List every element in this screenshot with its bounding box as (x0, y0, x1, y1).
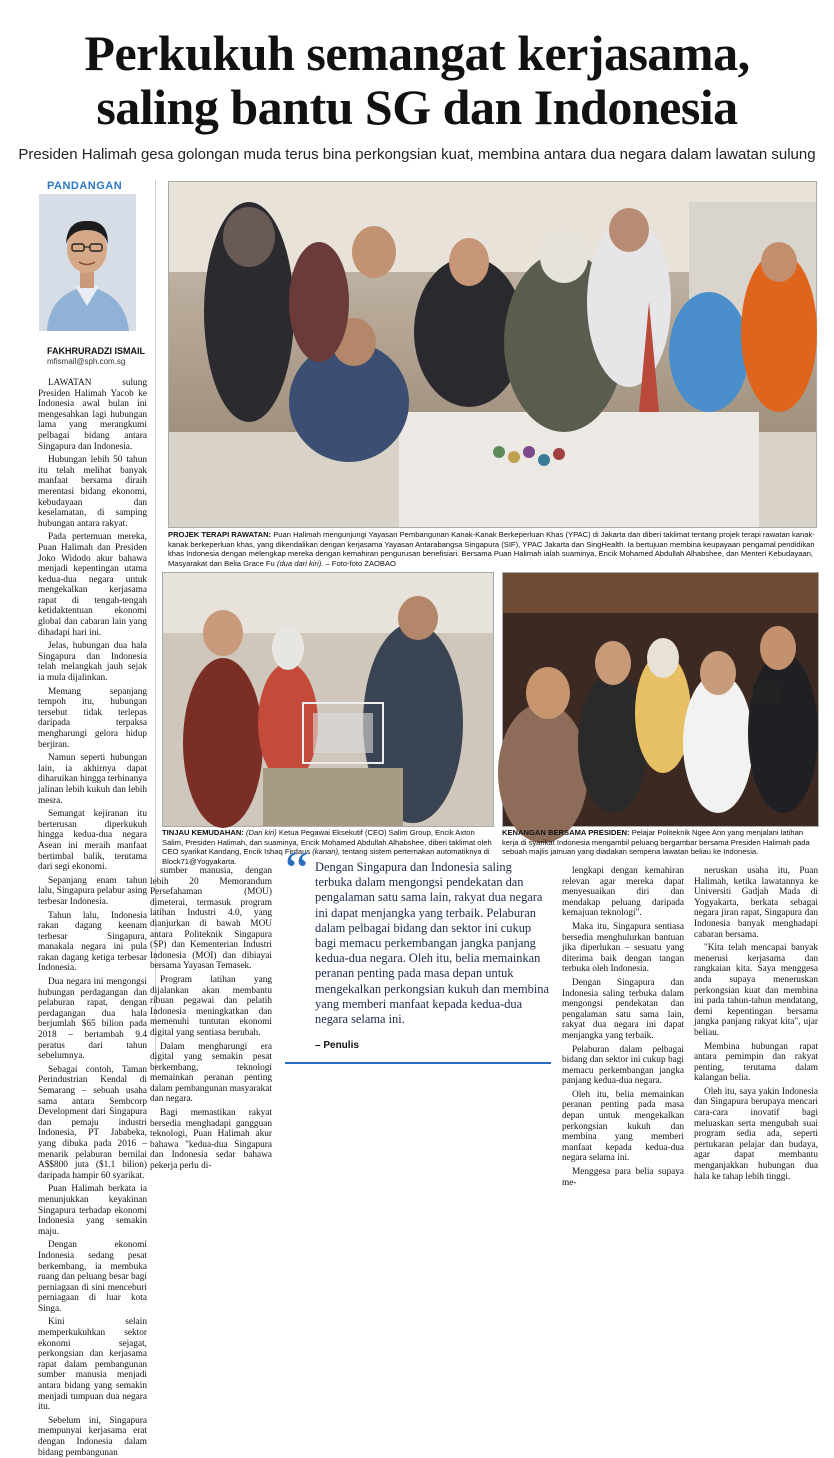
paragraph: Memang sepanjang tempoh itu, hubungan tersebut tidak terlepas daripada terpaksa mengharungi gelora hidup berjiran. (38, 686, 147, 750)
headline-line-1: Perkukuh semangat kerjasama, (84, 25, 750, 81)
paragraph: Oleh itu, saya yakin Indonesia dan Singapura berupaya mencari cara-cara inovatif bagi meluaskan serta mengubah suai program sedia ada, seperti pertukaran pelajar dan budaya, agar dapat membantu menganjakkan hubungan dua hala ke tahap lebih tinggi. (694, 1086, 818, 1182)
article-column-5 (694, 866, 818, 1182)
paragraph: neruskan usaha itu, Puan Halimah, ketika lawatannya ke Universiti Gadjah Mada di Yogyakarta, berkata sebagai negara jiran rapat, Singapura dan Indonesia banyak menghadapi cabaran bersama. (694, 866, 818, 940)
left-caption-label: TINJAU KEMUDAHAN: (162, 828, 244, 837)
column-label: PANDANGAN (47, 180, 123, 192)
author-photo (39, 194, 136, 331)
paragraph: Dengan ekonomi Indonesia sedang pesat berkembang, ia membuka ruang dan peluang besar bagi perniagaan di sini menceburi perniagaan di luar kota Singa. (38, 1240, 147, 1314)
paragraph: Pada pertemuan mereka, Puan Halimah dan Presiden Joko Widodo akur bahawa menjadi kepentingan utama kedua-dua negara untuk mengekalkan kerjasama rapat di tengah-tengah ketidaktentuan ekonomi global dan cabaran lain yang dihadapi hari ini. (38, 532, 147, 638)
main-photo (168, 181, 817, 528)
left-article-column (38, 378, 147, 1458)
paragraph: Jelas, hubungan dua hala Singapura dan Indonesia telah melangkah jauh sejak ia mula dijalinkan. (38, 641, 147, 684)
right-caption-label: KENANGAN BERSAMA PRESIDEN: (502, 828, 630, 837)
paragraph: Sebagai contoh, Taman Perindustrian Kendal di Semarang – sebuah usaha sama antara Sembcorp Development dari Singapura dan pemaju industri Indonesia, PT Jababeka, yang dibuka pada 2016 – menarik pelaburan bernilai A$$800 juta ($1.1 bilion) daripada hampir 60 syarikat. (38, 1064, 147, 1181)
paragraph: sumber manusia, dengan lebih 20 Memorandum Persefahaman (MOU) dimeterai, termasuk program latihan Industri 4.0, yang dianjurkan di bawah MOU antara Politeknik Singapura (SP) dan Kementerian Industri Indonesia (MOI) dan dibiayai bersama Yayasan Temasek. (150, 866, 272, 972)
paragraph: Puan Halimah berkata ia menunjukkan keyakinan Singapura terhadap ekonomi Indonesia yang semakin maju. (38, 1184, 147, 1237)
subheadline: Presiden Halimah gesa golongan muda terus bina perkongsian kuat, membina antara dua negara dalam lawatan sulung (18, 146, 816, 163)
left-caption-text-2: tentang sistem perternakan automatiknya di Block71@Yogyakarta. (162, 847, 490, 866)
paragraph: LAWATAN sulung Presiden Halimah Yacob ke Indonesia awal bulan ini mengesahkan lagi hubungan lama yang merangkumi pelbagai bidang antara Singapura dan Indonesia. (38, 378, 147, 452)
paragraph: Kini selain memperkukuhkan sektor ekonomi sejagat, perkongsian dan kerjasama rapat dalam pembangunan sumber manusia menjadi antara bidang yang semakin menjadi tumpuan dua negara itu. (38, 1317, 147, 1413)
quote-text: Dengan Singapura dan Indonesia saling terbuka dalam mengongsi pendekatan dan pengalaman satu sama lain, rakyat dua negara ini dapat menjangka yang terbaik. Pelaburan dalam pelbagai bidang dan sektor ini cukup bagi memacu perkembangan jangka panjang kedua-dua negara. Oleh itu, belia memainkan peranan penting pada masa depan untuk mengekalkan perkongsian kukuh dan membina yang memberi manfaat kepada kedua-dua negara selama ini. (315, 860, 549, 1027)
headline-line-2: saling bantu SG dan Indonesia (96, 79, 738, 135)
quote-author: – Penulis (315, 1040, 359, 1051)
paragraph: Dengan Singapura dan Indonesia saling terbuka dalam mengongsi pendekatan dan pengalaman satu sama lain, rakyat dua negara ini dapat menjangka yang terbaik. (562, 977, 684, 1041)
paragraph: Semangat kejiranan itu berterusan diperkukuh hingga kedua-dua negara Asean ini meraih manfaat bertimbal balik, terutama dari segi ekonomi. (38, 809, 147, 873)
paragraph: Membina hubungan rapat antara pemimpin dan rakyat penting, terutama dalam kalangan belia. (694, 1041, 818, 1084)
left-caption-text: Ketua Pegawai Eksekutif (CEO) Salim Group, Encik Axton Salim, Presiden Halimah, dan suaminya, Encik Mohamed Abdullah Alhabshee, diberi taklimat oleh CEO syarikat Kandang, Encik Ishaq Firdaus (162, 828, 492, 857)
quote-mark-icon: “ (285, 840, 309, 900)
left-caption-italic: (Dari kiri) (245, 828, 277, 837)
article-column-4 (562, 866, 684, 1188)
right-caption-text: Pelajar Politeknik Ngee Ann yang menjalani latihan kerja di syarikat Indonesia mengambil peluang bergambar bersama Presiden Halimah pada sebuah majlis jamuan yang diadakan sempena lawatan beliau ke Indonesia. (502, 828, 810, 857)
paragraph: "Kita telah mencapai banyak menerusi kerjasama dan rangkaian kita. Saya menggesa anda supaya meneruskan perkongsian kuat dan membina ini pada tahun-tahun mendatang, demi kepentingan bersama jangka panjang rakyat kita", ujar beliau. (694, 943, 818, 1038)
paragraph: Oleh itu, belia memainkan peranan penting pada masa depan untuk mengekalkan perkongsian kukuh dan membina yang memberi manfaat kepada kedua-dua negara selama ini. (562, 1089, 684, 1164)
paragraph: Pelaburan dalam pelbagai bidang dan sektor ini cukup bagi memacu perkembangan jangka panjang kedua-dua negara. (562, 1044, 684, 1087)
paragraph: Bagi memastikan rakyat bersedia menghadapi gangguan teknologi, Puan Halimah akur bahawa "kedua-dua Singapura dan Indonesia sedar bahawa pekerja perlu di- (150, 1108, 272, 1172)
main-caption-credit: – Foto-foto ZAOBAO (325, 558, 396, 568)
paragraph: Dalam mengharungi era digital yang semakin pesat berkembang, teknologi memainkan peranan penting dalam pembangunan masyarakat dan negara. (150, 1041, 272, 1105)
author-name: FAKHRURADZI ISMAIL (47, 346, 145, 356)
paragraph: Maka itu, Singapura sentiasa bersedia menghulurkan bantuan jika diperlukan – sesuatu yang diterima baik dengan tangan terbuka oleh Indonesia. (562, 921, 684, 975)
paragraph: Dua negara ini mengongsi hubungan perdagangan dan pelaburan rapat, dengan perdagangan dua hala berjumlah $65 bilion pada 2018 – bertambah 9.4 peratus dari tahun sebelumnya. (38, 977, 147, 1062)
paragraph: Namun seperti hubungan lain, ia akhirnya dapat diharuikan hingga terbinanya jalinan lebih kukuh dan lebih mesra. (38, 753, 147, 806)
paragraph: Tahun lalu, Indonesia rakan dagang keenam terbesar Singapura, manakala negara ini pula rakan dagang ketiga terbesar Indonesia. (38, 910, 147, 974)
left-photo (162, 572, 494, 827)
main-caption-text: Puan Halimah mengunjungi Yayasan Pembangunan Kanak-Kanak Berkeperluan Khas (YPAC) di Jakarta dan diberi taklimat tentang projek terapi rawatan kanak-kanak berkeperluan khas, yang dikendalikan dengan kerjasama Yayasan Antarabangsa Singapura (SIF), YPAC Jakarta dan SingHealth. Ia bertujuan membina keupayaan pengamal pendidikan khas Indonesia dengan melengkap mereka dengan kemahiran pengurusan benefisiari. Bersama Puan Halimah ialah suaminya, Encik Mohamed Abdullah Alhabshee, dan Menteri Kebudayaan, Masyarakat dan Belia Grace Fu (168, 530, 815, 568)
author-email: mfismail@sph.com.sg (47, 357, 126, 366)
main-caption-label: PROJEK TERAPI RAWATAN: (168, 530, 272, 539)
paragraph: Menggesa para belia supaya me- (562, 1167, 684, 1188)
paragraph: Hubungan lebih 50 tahun itu telah melihat banyak manfaat bersama diraih merentasi bidang ekonomi, kebudayaan dan keselamatan, di samping hubungan antara rakyat. (38, 455, 147, 529)
main-caption-credit-italic: (dua dari kiri). (276, 558, 324, 568)
main-photo-caption (168, 530, 818, 568)
article-column-2 (150, 866, 272, 1172)
paragraph: Program latihan yang dijalankan akan membantu ribuan pegawai dan pelatih Indonesia meningkatkan dan memenuhi tuntutan ekonomi digital yang sentiasa berubah. (150, 974, 272, 1038)
paragraph: Sebelum ini, Singapura mempunyai kerjasama erat dengan Indonesia dalam bidang pembangunan (38, 1415, 147, 1458)
left-caption-italic-2: (kanan), (312, 847, 341, 857)
right-photo (502, 572, 819, 827)
headline (0, 26, 834, 134)
pull-quote (285, 840, 553, 1076)
paragraph: lengkapi dengan kemahiran relevan agar mereka dapat menyesuaikan diri dan mendakap peluang daripada kemajuan teknologi". (562, 866, 684, 919)
quote-rule (285, 1062, 551, 1064)
paragraph: Sepanjang enam tahun lalu, Singapura pelabur asing terbesar Indonesia. (38, 875, 147, 907)
